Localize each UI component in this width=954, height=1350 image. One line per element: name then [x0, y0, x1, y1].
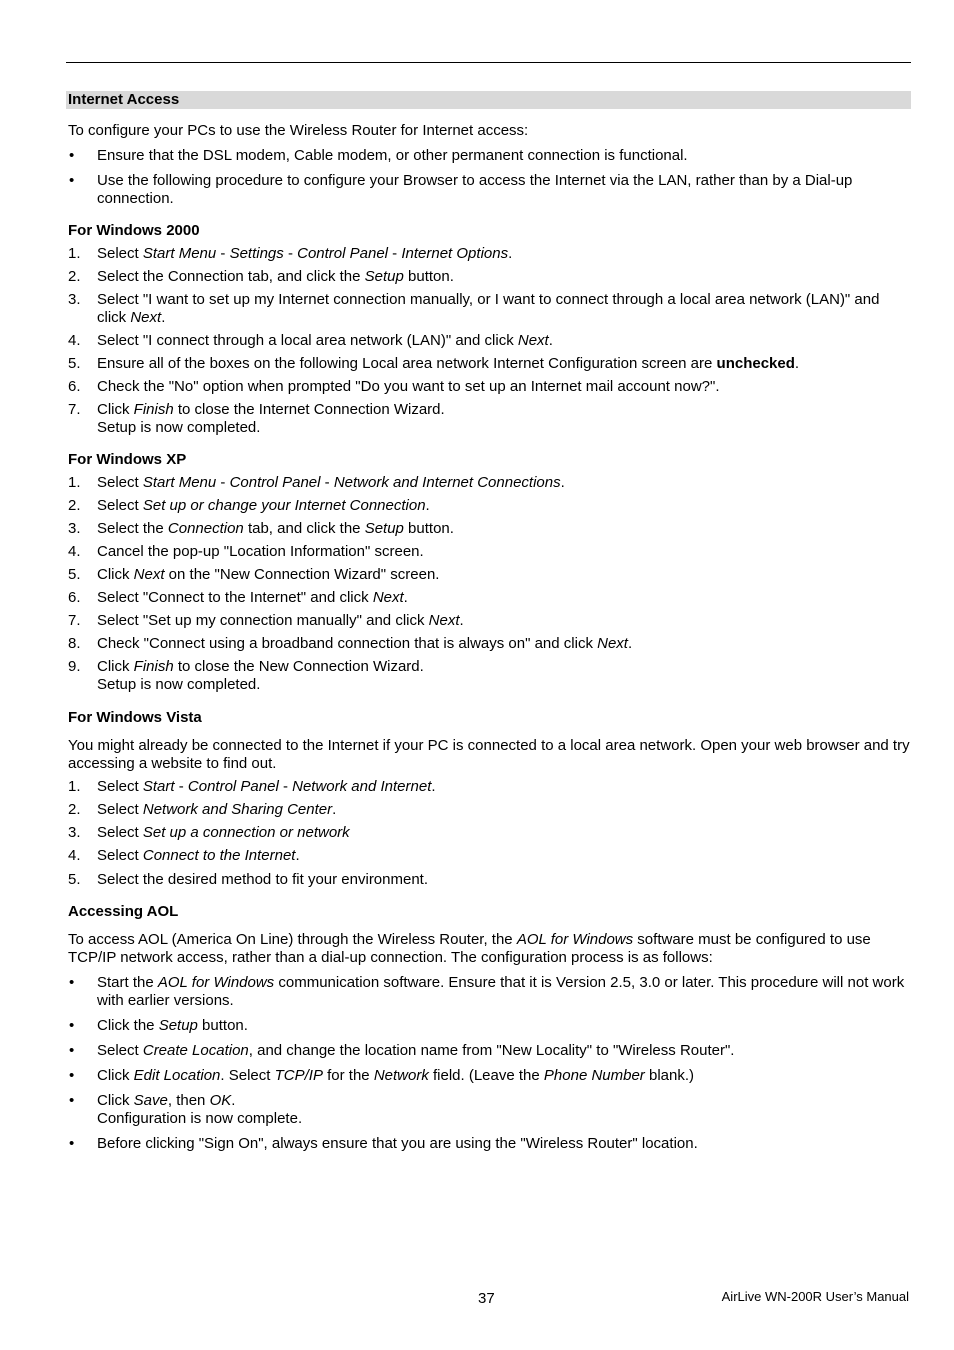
- heading-accessing-aol: Accessing AOL: [68, 903, 179, 920]
- list-item: 2. Select Set up or change your Internet Connection.: [68, 497, 430, 514]
- list-item: 5. Click Next on the "New Connection Wizard" screen.: [68, 566, 440, 583]
- list-item: 8. Check "Connect using a broadband connection that is always on" and click Next.: [68, 635, 633, 652]
- bullet-icon: •: [69, 1017, 75, 1034]
- list-item: 1. Select Start Menu - Control Panel - Network and Internet Connections.: [68, 474, 565, 491]
- windows-vista-steps: [68, 778, 910, 889]
- aol-bullet-list: [68, 974, 910, 1153]
- heading-windows-vista: For Windows Vista: [68, 709, 202, 726]
- list-item: 6. Check the "No" option when prompted "Do you want to set up an Internet mail account now?".: [68, 378, 720, 395]
- heading-windows-2000: For Windows 2000: [68, 222, 200, 239]
- list-item: 4. Select Connect to the Internet.: [68, 847, 300, 864]
- list-item: • Use the following procedure to configure your Browser to access the Internet via the LAN, rather than by a Dial-up connection.: [69, 172, 853, 207]
- heading-windows-xp: For Windows XP: [68, 451, 187, 468]
- bullet-icon: •: [69, 1135, 75, 1152]
- list-item: 7. Click Finish to close the Internet Connection Wizard. Setup is now completed.: [68, 401, 445, 436]
- list-item: • Click the Setup button.: [69, 1017, 248, 1034]
- list-item: • Select Create Location, and change the location name from "New Locality" to "Wireless Router".: [69, 1042, 735, 1059]
- list-item: 1. Select Start Menu - Settings - Control Panel - Internet Options.: [68, 245, 513, 262]
- header-rule: [66, 62, 911, 63]
- intro-text: To configure your PCs to use the Wireless Router for Internet access:: [68, 122, 529, 139]
- bullet-icon: •: [69, 172, 75, 189]
- bullet-icon: •: [69, 147, 75, 164]
- list-item: 3. Select Set up a connection or network: [68, 824, 350, 841]
- page-number: 37: [478, 1290, 495, 1307]
- list-item: 4. Select "I connect through a local area network (LAN)" and click Next.: [68, 332, 553, 349]
- manual-title: AirLive WN-200R User’s Manual: [721, 1289, 909, 1304]
- vista-intro: You might already be connected to the Internet if your PC is connected to a local area network. Open your web browser and try accessing a website to find out.: [68, 737, 910, 772]
- list-item: 3. Select the Connection tab, and click the Setup button.: [68, 520, 454, 537]
- bullet-icon: •: [69, 1067, 75, 1084]
- list-item: • Click Edit Location. Select TCP/IP for the Network field. (Leave the Phone Number blank.): [69, 1067, 695, 1084]
- list-item: • Click Save, then OK. Configuration is now complete.: [69, 1092, 303, 1127]
- list-item: 2. Select Network and Sharing Center.: [68, 801, 337, 818]
- bullet-icon: •: [69, 1092, 75, 1109]
- list-item: 7. Select "Set up my connection manually" and click Next.: [68, 612, 464, 629]
- intro-bullet-list: [68, 147, 910, 208]
- list-item: 5. Ensure all of the boxes on the following Local area network Internet Configuration screen are unchecked.: [68, 355, 800, 372]
- bullet-icon: •: [69, 974, 75, 991]
- list-item: • Ensure that the DSL modem, Cable modem, or other permanent connection is functional.: [69, 147, 688, 164]
- list-item: • Before clicking "Sign On", always ensure that you are using the "Wireless Router" location.: [69, 1135, 698, 1152]
- windows-2000-steps: [68, 245, 910, 437]
- list-item: 9. Click Finish to close the New Connection Wizard. Setup is now completed.: [68, 658, 424, 693]
- list-item: • Start the AOL for Windows communication software. Ensure that it is Version 2.5, 3.0 or later. This procedure will not work with earlier versions.: [69, 974, 905, 1009]
- bullet-icon: •: [69, 1042, 75, 1059]
- windows-xp-steps: [68, 474, 910, 694]
- page-content: [68, 91, 910, 1153]
- list-item: 4. Cancel the pop-up "Location Information" screen.: [68, 543, 424, 560]
- list-item: 6. Select "Connect to the Internet" and click Next.: [68, 589, 408, 606]
- list-item: 2. Select the Connection tab, and click the Setup button.: [68, 268, 454, 285]
- list-item: 1. Select Start - Control Panel - Network and Internet.: [68, 778, 436, 795]
- list-item: 5. Select the desired method to fit your environment.: [68, 871, 429, 888]
- section-title: Internet Access: [66, 91, 911, 109]
- aol-intro: To access AOL (America On Line) through the Wireless Router, the AOL for Windows software must be configured to use TCP/IP network access, rather than a dial-up connection. The configuration process is as follows:: [68, 931, 871, 966]
- list-item: 3. Select "I want to set up my Internet connection manually, or I want to connect through a local area network (LAN)" and click Next.: [68, 291, 880, 326]
